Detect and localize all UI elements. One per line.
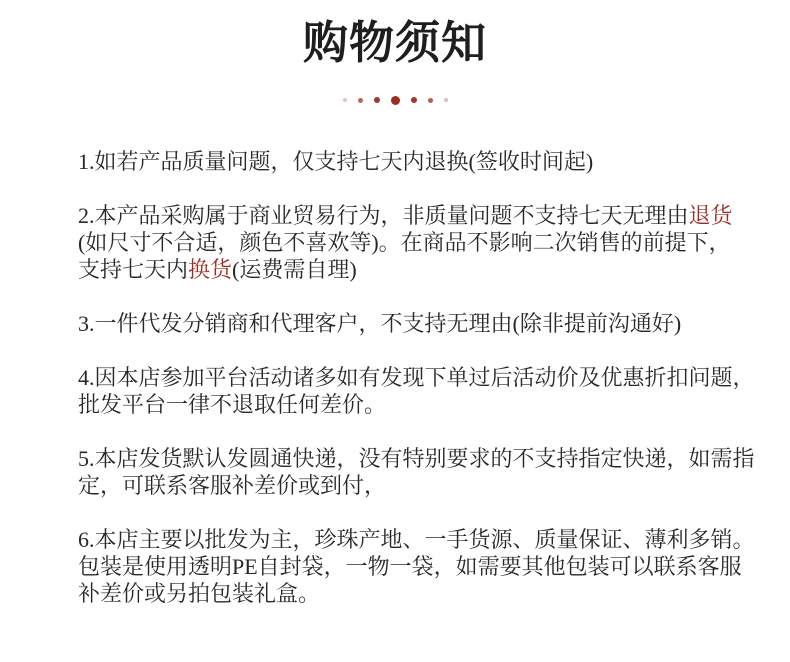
- notice-paragraph-1: [78, 148, 746, 175]
- notice-line: [78, 580, 746, 607]
- notice-text: 3.一件代发分销商和代理客户，不支持无理由(除非提前沟通好): [78, 311, 682, 336]
- notice-list: [78, 148, 755, 634]
- notice-line: [78, 202, 746, 229]
- notice-paragraph-6: [78, 526, 755, 607]
- divider-dot: [428, 98, 433, 103]
- page-title: 购物须知: [302, 18, 487, 68]
- notice-line: [78, 526, 755, 553]
- notice-line: [78, 148, 746, 175]
- emphasis-red-text: 换货: [188, 257, 233, 282]
- dot-divider: [0, 92, 790, 108]
- notice-line: [78, 391, 746, 418]
- notice-text: 定，可联系客服补差价或到付，: [78, 473, 387, 498]
- notice-text: (运费需自理): [232, 257, 357, 282]
- notice-text: 6.本店主要以批发为主，珍珠产地、一手货源、质量保证、薄利多销。: [78, 527, 755, 552]
- notice-paragraph-5: [78, 445, 755, 499]
- notice-text: 4.因本店参加平台活动诸多如有发现下单过后活动价及优惠折扣问题，: [78, 365, 755, 390]
- notice-text: 包装是使用透明PE自封袋，一物一袋，如需要其他包装可以联系客服: [78, 554, 742, 579]
- divider-dot: [411, 97, 417, 103]
- notice-paragraph-2: [78, 202, 746, 283]
- divider-dot: [444, 98, 448, 102]
- notice-line: [78, 364, 755, 391]
- notice-line: [78, 256, 746, 283]
- notice-text: 补差价或另拍包装礼盒。: [78, 581, 321, 606]
- notice-text: 2.本产品采购属于商业贸易行为，非质量问题不支持七天无理由: [78, 203, 689, 228]
- notice-text: (如尺寸不合适，颜色不喜欢等)。在商品不影响二次销售的前提下，: [78, 230, 731, 255]
- notice-paragraph-4: [78, 364, 755, 418]
- notice-paragraph-3: [78, 310, 746, 337]
- divider-dot: [343, 98, 347, 102]
- divider-dot: [391, 96, 400, 105]
- notice-line: [78, 472, 746, 499]
- notice-text: 1.如若产品质量问题，仅支持七天内退换(签收时间起): [78, 149, 594, 174]
- notice-line: [78, 553, 746, 580]
- notice-line: [78, 445, 755, 472]
- notice-text: 批发平台一律不退取任何差价。: [78, 392, 387, 417]
- emphasis-red-text: 退货: [688, 203, 733, 228]
- notice-text: 支持七天内: [78, 257, 189, 282]
- notice-text: 5.本店发货默认发圆通快递，没有特别要求的不支持指定快递，如需指: [78, 446, 755, 471]
- notice-line: [78, 310, 746, 337]
- divider-dot: [358, 98, 363, 103]
- notice-line: [78, 229, 746, 256]
- divider-dot: [374, 97, 380, 103]
